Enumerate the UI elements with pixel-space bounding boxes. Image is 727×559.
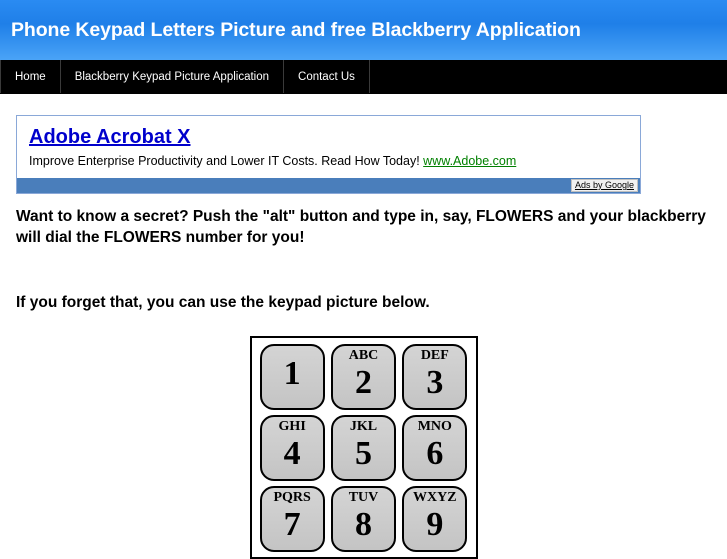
keypad-key-6[interactable] <box>402 415 467 481</box>
keypad-key-digit: 9 <box>426 505 444 543</box>
keypad-key-digit: 4 <box>283 434 301 472</box>
keypad-key-digit: 3 <box>426 363 444 401</box>
keypad-key-letters: WXYZ <box>413 489 457 505</box>
keypad-key-3[interactable] <box>402 344 467 410</box>
intro-paragraph: Want to know a secret? Push the "alt" button and type in, say, FLOWERS and your blackberry will dial the FLOWERS number for you! <box>16 208 706 246</box>
keypad-key-digit: 1 <box>283 354 301 392</box>
keypad-key-digit: 2 <box>354 363 372 401</box>
main-navigation <box>0 60 727 94</box>
keypad-key-digit: 5 <box>354 434 372 472</box>
nav-item-contact-us[interactable]: Contact Us <box>284 60 370 93</box>
keypad-key-4[interactable] <box>260 415 325 481</box>
keypad-key-letters: DEF <box>420 347 449 363</box>
keypad-intro-paragraph: If you forget that, you can use the keypad picture below. <box>16 294 430 312</box>
keypad-key-letters: MNO <box>417 418 452 434</box>
page-content <box>0 115 727 559</box>
keypad-key-letters: PQRS <box>273 489 311 505</box>
keypad-key-7[interactable] <box>260 486 325 552</box>
nav-item-blackberry-keypad-picture-application[interactable]: Blackberry Keypad Picture Application <box>61 60 284 93</box>
ad-url-link[interactable]: www.Adobe.com <box>423 154 517 168</box>
advertisement-block <box>16 115 641 194</box>
ad-footer-bar <box>17 178 640 193</box>
ad-description <box>29 154 628 169</box>
phone-keypad-image <box>250 336 478 559</box>
keypad-key-9[interactable] <box>402 486 467 552</box>
ad-description-text: Improve Enterprise Productivity and Lower IT Costs. Read How Today! <box>29 154 420 168</box>
keypad-key-letters: JKL <box>349 418 378 434</box>
keypad-key-letters: TUV <box>348 489 379 505</box>
keypad-key-digit: 7 <box>283 505 301 543</box>
keypad-key-5[interactable] <box>331 415 396 481</box>
ad-title-link[interactable]: Adobe Acrobat X <box>29 126 191 148</box>
keypad-row <box>257 486 471 557</box>
keypad-key-letters: GHI <box>278 418 306 434</box>
keypad-key-digit: 8 <box>354 505 372 543</box>
page-title: Phone Keypad Letters Picture and free Blackberry Application <box>11 18 581 41</box>
ads-by-google-link[interactable]: Ads by Google <box>571 179 638 192</box>
keypad-row <box>257 344 471 415</box>
keypad-key-2[interactable] <box>331 344 396 410</box>
keypad-key-letters: ABC <box>348 347 379 363</box>
keypad-row <box>257 415 471 486</box>
ad-body <box>17 116 640 178</box>
keypad-key-1[interactable] <box>260 344 325 410</box>
nav-item-home[interactable]: Home <box>0 60 61 93</box>
keypad-key-8[interactable] <box>331 486 396 552</box>
site-header <box>0 0 727 60</box>
keypad-key-digit: 6 <box>426 434 444 472</box>
keypad-image-wrapper <box>16 336 711 559</box>
